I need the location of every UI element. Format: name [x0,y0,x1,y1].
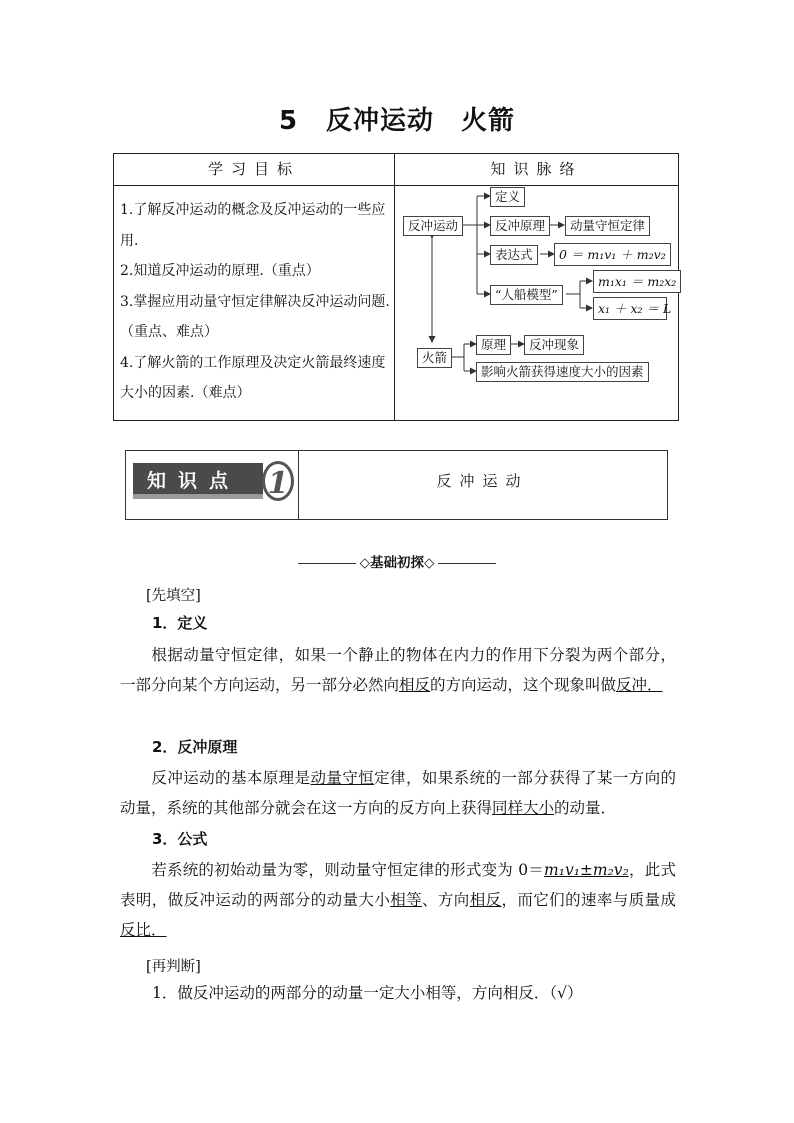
diagram-boat-formula-2: x₁ ＋ x₂ ＝ L [593,297,667,320]
knowledge-point-number: 1 [262,461,294,501]
objective-item: 2.知道反冲运动的原理.（重点） [120,263,320,279]
diagram-boat-model: “人船模型” [490,285,563,305]
diagram-root: 反冲运动 [403,216,463,236]
knowledge-point-bar [125,450,668,520]
knowledge-point-badge: 知识点 [133,463,263,499]
formula-paragraph: 若系统的初始动量为零，则动量守恒定律的形式变为 0＝m₁v₁±m₂v₂，此式表明，做反冲运动的两部分的动量大小相等、方向相反，而它们的速率与质量成反比． [120,861,676,939]
section-heading [0,551,794,571]
judge-label: [再判断] [146,959,201,975]
blank-answer: 相等 [390,891,423,909]
blank-answer: 反冲． [616,676,663,694]
diagram-boat-formula-1: m₁x₁ ＝ m₂x₂ [593,270,681,293]
diagram-rocket: 火箭 [417,348,452,368]
principle-paragraph: 反冲运动的基本原理是动量守恒定律，如果系统的一部分获得了某一方向的动量，系统的其他部分就会在这一方向的反方向上获得同样大小的动量． [120,769,676,817]
blank-answer: 同样大小 [492,799,555,817]
section-heading-text: ◇基础初探◇ [359,555,435,571]
page-title [0,100,794,137]
diagram-rocket-factors: 影响火箭获得速度大小的因素 [476,362,649,382]
fill-blank-label: [先填空] [146,588,201,604]
diagram-expression-formula: 0 ＝ m₁v₁ ＋ m₂v₂ [554,243,671,266]
objectives-table [113,153,679,421]
knowledge-point-topic: 反冲运动 [436,472,529,490]
diagram-principle: 反冲原理 [490,216,550,236]
section-title: 反冲运动 火箭 [326,106,516,136]
section-number: 5 [278,106,299,136]
blank-answer: m₁v₁±m₂v₂ [544,861,629,879]
diagram-rocket-phenomenon: 反冲现象 [524,335,584,355]
judge-item: 1．做反冲运动的两部分的动量一定大小相等，方向相反．（√） [152,984,583,1002]
diagram-expression: 表达式 [490,245,538,265]
definition-paragraph: 根据动量守恒定律，如果一个静止的物体在内力的作用下分裂为两个部分，一部分向某个方向运动，另一部分必然向相反的方向运动，这个现象叫做反冲． [120,646,676,694]
item-heading: 2．反冲原理 [152,738,238,756]
blank-answer: 反比． [120,921,167,939]
blank-answer: 动量守恒 [310,769,375,787]
item-heading: 3．公式 [152,830,208,848]
objective-item: 4.了解火箭的工作原理及决定火箭最终速度大小的因素.（难点） [120,354,386,401]
blank-answer: 相反 [399,676,431,694]
blank-answer: 相反 [469,891,502,909]
knowledge-map-header: 知识脉络 [395,154,678,186]
objective-item: 3.掌握应用动量守恒定律解决反冲运动问题.（重点、难点） [120,293,390,340]
objectives-header: 学习目标 [114,154,394,186]
item-heading: 1．定义 [152,614,208,632]
objective-item: 1.了解反冲运动的概念及反冲运动的一些应用. [120,202,386,249]
diagram-definition: 定义 [490,187,525,207]
diagram-momentum-law: 动量守恒定律 [565,216,650,236]
diagram-rocket-principle: 原理 [476,335,511,355]
